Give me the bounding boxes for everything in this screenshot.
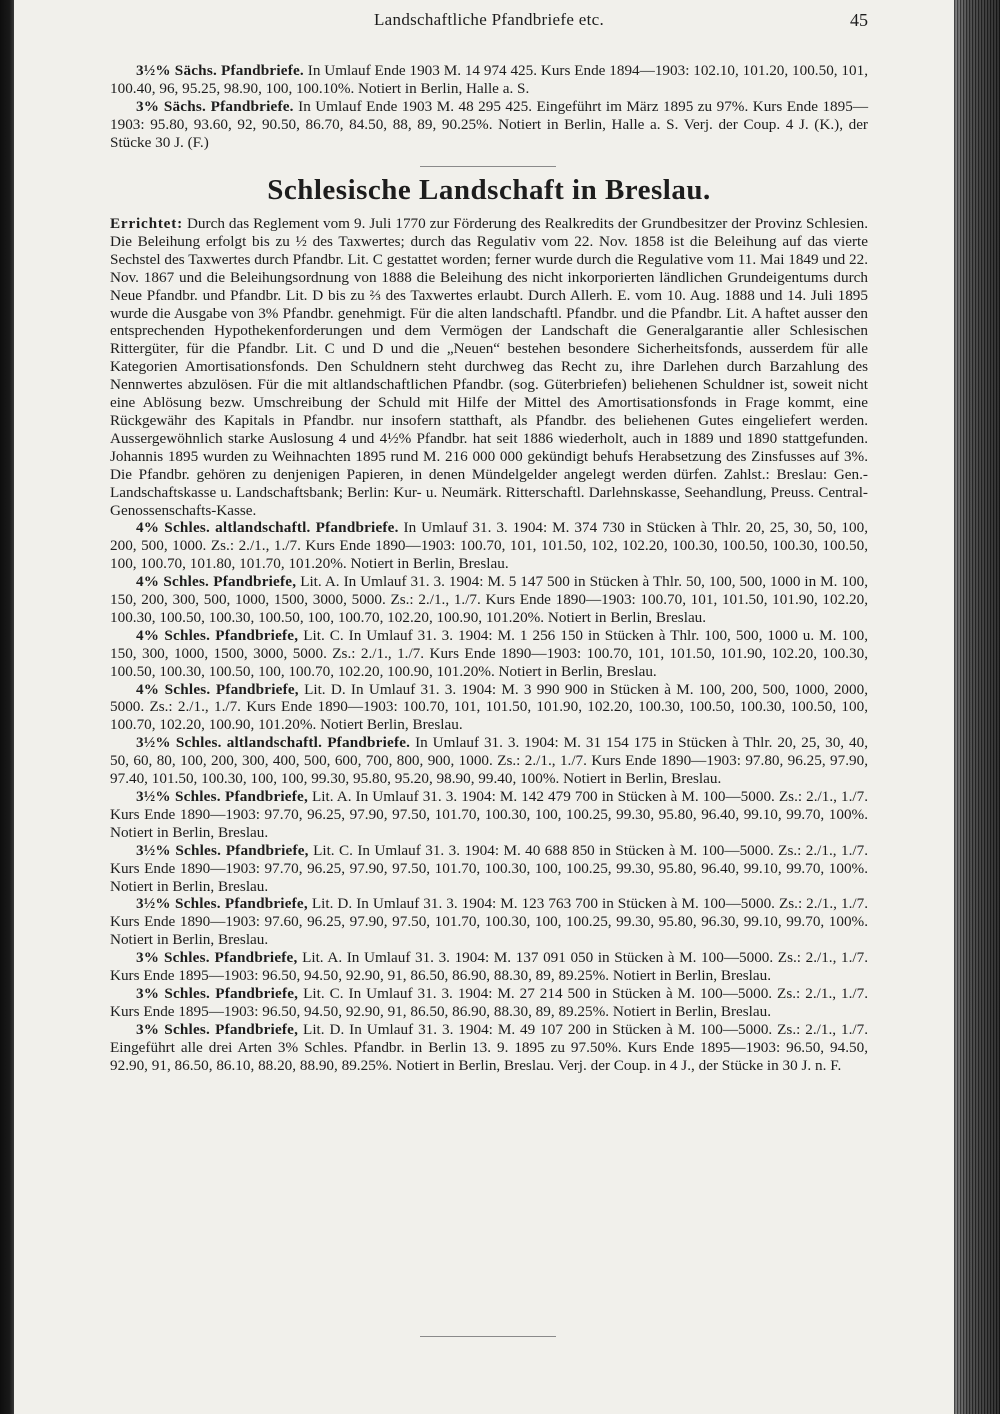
entry-label: 4% Schles. Pfandbriefe, [136,626,299,644]
entry-paragraph [110,681,868,735]
entry-text: Lit. A. In Umlauf 31. 3. 1904: M. 142 479 700 in Stücken à M. 100—5000. Zs.: 2./1., 1./7. Kurs Ende 1890—1903: 97.70, 96.25, 97.90, 97.50, 101.70, 100.30, 100, 100.25, 99.30, 95.80, 96.40, 99.10, 99.70, 100%. Notiert in Berlin, Breslau. [110,788,869,841]
book-page [110,0,868,1414]
silesian-section [110,215,868,1075]
entry-text: Lit. C. In Umlauf 31. 3. 1904: M. 27 214 500 in Stücken à M. 100—5000. Zs.: 2./1., 1./7. Kurs Ende 1895—1903: 96.50, 94.50, 92.90, 91, 86.50, 86.90, 88.30, 89, 89.25%. Notiert in Berlin, Breslau. [110,984,868,1020]
entry-text: Lit. A. In Umlauf 31. 3. 1904: M. 137 091 050 in Stücken à M. 100—5000. Zs.: 2./1., 1./7. Kurs Ende 1895—1903: 96.50, 94.50, 92.90, 91, 86.50, 86.90, 88.30, 89, 89.25%. Notiert in Berlin, Breslau. [110,949,869,985]
entry-label: 3½% Sächs. Pfandbriefe. [136,62,304,79]
entry-text: Lit. C. In Umlauf 31. 3. 1904: M. 1 256 150 in Stücken à Thlr. 100, 500, 1000 u. M. 100, 150, 300, 1000, 1500, 3000, 5000. Zs.: 2./1., 1./7. Kurs Ende 1890—1903: 100.70, 101, 101.50, 101.90, 102.20, 100.30, 100.50, 100.30, 100.50, 100, 100.70, 102.20, 100.90, 101.20%. Notiert in Berlin, Breslau. [110,626,869,680]
entry-text: In Umlauf 31. 3. 1904: M. 374 730 in Stücken à Thlr. 20, 25, 30, 50, 100, 200, 500, 1000. Zs.: 2./1., 1./7. Kurs Ende 1890—1903: 100.70, 101, 101.50, 102, 102.20, 100.30, 100.50, 100.30, 100.50, 100, 100.70, 101.80, 101.70, 101.20%. Notiert in Berlin, Breslau. [110,519,868,573]
entry-label: 3% Schles. Pfandbriefe, [136,949,298,967]
running-title: Landschaftliche Pfandbriefe etc. [373,10,605,29]
entry-text: Lit. D. In Umlauf 31. 3. 1904: M. 3 990 900 in Stücken à M. 100, 200, 500, 1000, 2000, 5000. Zs.: 2./1., 1./7. Kurs Ende 1890—1903: 100.70, 101, 101.50, 101.90, 102.20, 100.30, 100.50, 100.30, 100.50, 100, 100.70, 102.20, 100.90, 101.20%. Notiert Berlin, Breslau. [110,680,868,734]
entry-paragraph [110,519,868,573]
entry-paragraph [110,62,868,98]
entry-paragraph [110,949,868,985]
entry-label: 3% Schles. Pfandbriefe, [136,984,299,1002]
right-binding-edge [954,0,1000,1414]
entry-label: 3½% Schles. Pfandbriefe, [136,788,308,805]
entry-label: 4% Schles. altlandschaftl. Pfandbriefe. [136,519,399,537]
entry-paragraph [110,895,868,949]
entry-label: 4% Schles. Pfandbriefe, [136,573,297,591]
entry-paragraph [110,627,868,681]
founding-text: Durch das Reglement vom 9. Juli 1770 zur Förderung des Realkredits der Grundbesitzer der Provinz Schlesien. Die Beleihung erfolgt bis zu ½ des Taxwertes; durch das Regulativ vom 22. Nov. 1858 ist die Beleihung auf das vierte Sechstel des Taxwertes durch Pfandbr. Lit. C gestattet worden; ferner wurde durch die Regulative vom 11. Mai 1849 und 22. Nov. 1867 und die Beleihungsordnung von 1888 die Beleihung des nicht inkorporierten ländlichen Grundeigentums durch Neue Pfandbr. und Pfandbr. Lit. D bis zu ⅔ des Taxwertes erlaubt. Durch Allerh. E. vom 10. Aug. 1888 und 14. Juli 1895 wurde die Ausgabe von 3% Pfandbr. genehmigt. Für die alten landschaftl. Pfandbr. und die Pfandbr. Lit. A haftet ausser den entsprechenden Hypothekenforderungen und dem Vermögen der Landschaft die Generalgarantie aller Schlesischen Rittergüter, für die Pfandbr. Lit. C und D und die „Neuen“ bestehen besondere Sicherheitsfonds, ausserdem für alle Kategorien Amortisationsfonds. Den Schuldnern steht durchweg das Recht zu, ihre Darlehen durch Barzahlung des Nennwertes abzulösen. Für die mit altlandschaftlichen Pfandbr. (sog. Güterbriefen) beliehenen Schuldner ist, soweit nicht eine Ablösung bezw. Umschreibung der Schuld mit Hilfe der Mittel des Amortisationsfonds in Frage kommt, eine Rückgewähr des Kapitals in Pfandbr. nur insofern statthaft, als Pfandbr. des beliehenen Gutes eingeliefert werden. Aussergewöhnlich starke Auslosung 4 und 4½% Pfandbr. hat seit 1886 wiederholt, auch in 1889 und 1890 stattgefunden. Johannis 1895 wurden zu Weihnachten 1895 rund M. 216 000 000 gekündigt behufs Herabsetzung des Zinsfusses auf 3%. Die Pfandbr. gehören zu denjenigen Papieren, in denen Mündelgelder angelegt werden dürfen. Zahlst.: Breslau: Gen.-Landschaftskasse u. Landschaftsbank; Berlin: Kur- u. Neumärk. Ritterschaftl. Darlehnskasse, Seehandlung, Preuss. Central-Genossenschafts-Kasse. [110,215,868,519]
entry-label: 3½% Schles. Pfandbriefe, [136,841,309,859]
entry-text: Lit. D. In Umlauf 31. 3. 1904: M. 49 107 200 in Stücken à M. 100—5000. Zs.: 2./1., 1./7. Eingeführt alle drei Arten 3% Schles. Pfandbr. in Berlin 13. 9. 1895 zu 97.50%. Kurs Ende 1895—1903: 96.50, 94.50, 92.90, 91, 86.50, 86.10, 88.20, 88.90, 89.25%. Notiert in Berlin, Breslau. Verj. der Coup. in 4 J., der Stücke in 30 J. n. F. [110,1020,869,1074]
page-number: 45 [850,10,868,30]
entry-text: Lit. C. In Umlauf 31. 3. 1904: M. 40 688 850 in Stücken à M. 100—5000. Zs.: 2./1., 1./7. Kurs Ende 1890—1903: 97.70, 96.25, 97.90, 97.50, 101.70, 100.30, 100, 100.25, 99.30, 95.80, 96.40, 99.10, 99.70, 100%. Notiert in Berlin, Breslau. [110,841,868,895]
entry-paragraph [110,985,868,1021]
section-divider [420,1336,556,1337]
entry-text: In Umlauf Ende 1903 M. 14 974 425. Kurs Ende 1894—1903: 102.10, 101.20, 100.50, 101, 100.40, 96, 95.25, 98.90, 100, 100.10%. Notiert in Berlin, Halle a. S. [110,62,868,97]
section-heading: Schlesische Landschaft in Breslau. [267,174,711,206]
entry-text: In Umlauf 31. 3. 1904: M. 31 154 175 in Stücken à Thlr. 20, 25, 30, 40, 50, 60, 80, 100, 200, 300, 400, 500, 600, 700, 800, 900, 1000. Zs.: 2./1., 1./7. Kurs Ende 1890—1903: 97.80, 96.25, 97.90, 97.40, 101.50, 100.30, 100, 100, 99.30, 95.80, 95.20, 98.90, 99.40, 100%. Notiert in Berlin, Breslau. [110,734,868,788]
entry-paragraph [110,1021,868,1075]
entry-paragraph [110,734,868,788]
entry-paragraph [110,573,868,627]
entry-label: 3% Schles. Pfandbriefe, [136,1020,299,1038]
founding-paragraph [110,215,868,519]
entry-paragraph [110,788,868,842]
saxon-pfandbriefe-section [110,62,868,152]
entry-paragraph [110,98,868,152]
section-divider [420,166,556,167]
entry-paragraph [110,842,868,896]
entry-text: In Umlauf Ende 1903 M. 48 295 425. Eingeführt im März 1895 zu 97%. Kurs Ende 1895—1903: 95.80, 93.60, 92, 90.50, 86.70, 84.50, 88, 89, 90.25%. Notiert in Berlin, Halle a. S. Verj. der Coup. 4 J. (K.), der Stücke 30 J. (F.) [110,97,869,151]
entry-label: 3½% Schles. Pfandbriefe, [136,895,308,913]
entry-text: Lit. D. In Umlauf 31. 3. 1904: M. 123 763 700 in Stücken à M. 100—5000. Zs.: 2./1., 1./7. Kurs Ende 1890—1903: 97.60, 96.25, 97.90, 97.50, 101.70, 100.30, 100, 100.25, 99.30, 95.80, 96.30, 99.10, 99.70, 100%. Notiert in Berlin, Breslau. [110,895,868,949]
entry-label: 3½% Schles. altlandschaftl. Pfandbriefe. [136,734,411,752]
left-binding-shadow [0,0,14,1414]
entry-label: 3% Sächs. Pfandbriefe. [136,97,294,115]
entry-label: 4% Schles. Pfandbriefe, [136,680,299,698]
entry-text: Lit. A. In Umlauf 31. 3. 1904: M. 5 147 500 in Stücken à Thlr. 50, 100, 500, 1000 in M. 100, 150, 200, 300, 500, 1000, 1500, 3000, 5000. Zs.: 2./1., 1./7. Kurs Ende 1890—1903: 100.70, 101, 101.50, 101.90, 102.20, 100.30, 100.50, 100.30, 100.50, 100, 100.70, 102.20, 100.90, 101.20%. Notiert in Berlin, Breslau. [110,573,869,626]
running-head [110,10,868,34]
founding-label: Errichtet: [110,215,183,232]
